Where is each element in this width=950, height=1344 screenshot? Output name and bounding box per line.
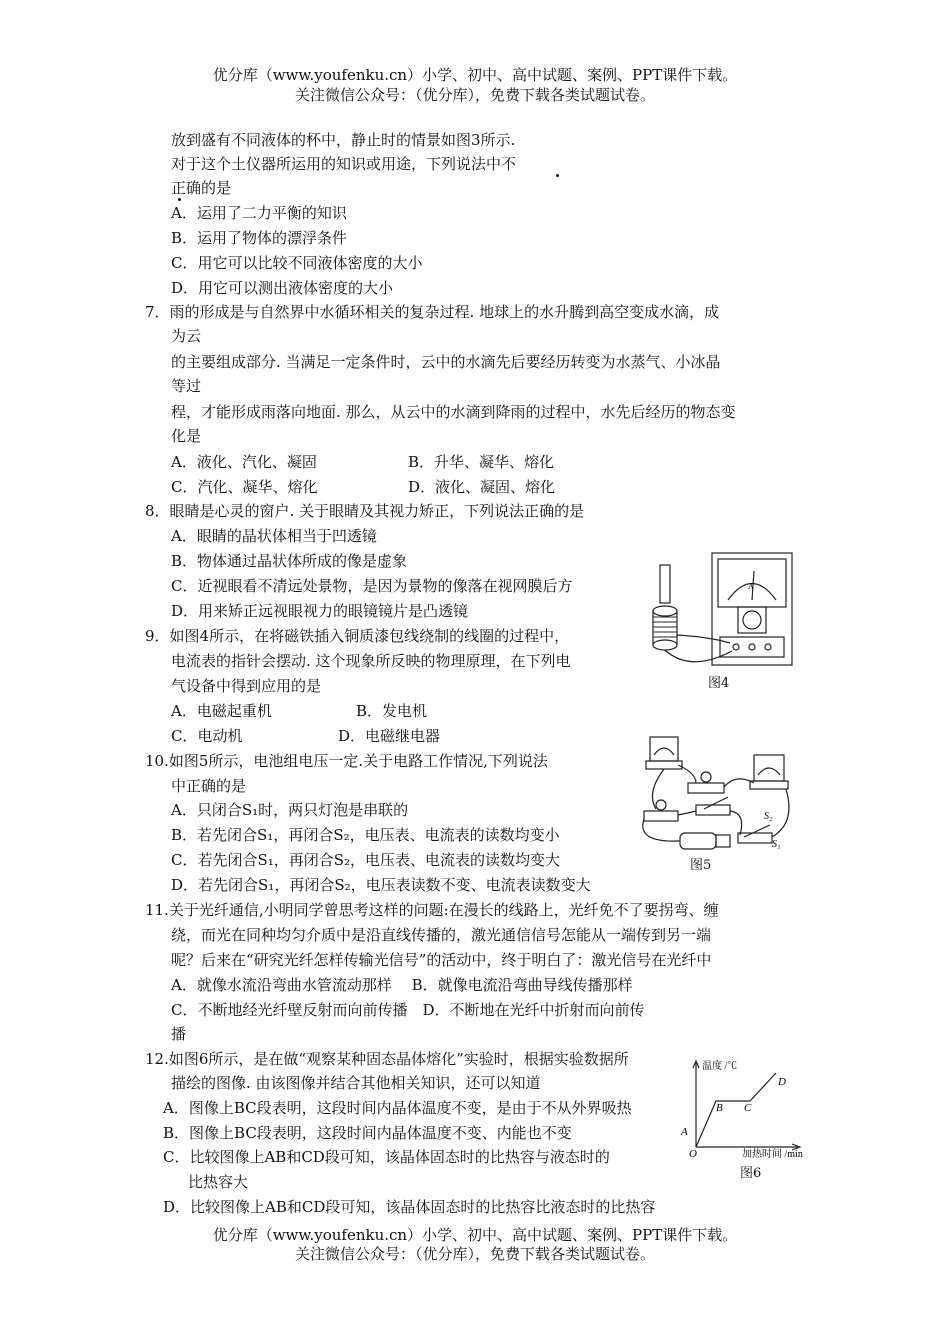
- figure-5-circuit: [636, 733, 796, 858]
- q12-option-c-cont: 比热容大: [188, 1173, 249, 1191]
- header-line-2: 关注微信公众号：（优分库），免费下载各类试题试卷。: [294, 86, 655, 104]
- point-b-label: B: [716, 1102, 723, 1114]
- point-c-label: C: [744, 1102, 752, 1114]
- q11-line-2: 绕，而光在同种均匀介质中是沿直线传播的，激光通信信号怎能从一端传到另一端: [171, 926, 712, 944]
- point-a-label: A: [681, 1126, 688, 1138]
- figure-6-graph: [680, 1055, 820, 1165]
- q8-line-1: 8．眼睛是心灵的窗户. 关于眼睛及其视力矫正，下列说法正确的是: [145, 502, 585, 520]
- q7-line-1: 7．雨的形成是与自然界中水循环相关的复杂过程. 地球上的水升腾到高空变成水滴，成: [145, 303, 720, 321]
- q9-line-3: 气设备中得到应用的是: [171, 677, 322, 695]
- q9-line-2: 电流表的指针会摆动. 这个现象所反映的物理原理，在下列电: [171, 652, 571, 670]
- footer-line-2: 关注微信公众号：（优分库），免费下载各类试题试卷。: [294, 1245, 655, 1263]
- q12-option-c: C．比较图像上AB和CD段可知，该晶体固态时的比热容与液态时的: [163, 1148, 610, 1166]
- q7-line-4: 等过: [171, 377, 202, 395]
- q7-option-d: D．液化、凝固、熔化: [408, 478, 556, 496]
- q12-option-d: D．比较图像上AB和CD段可知，该晶体固态时的比热容比液态时的比热容: [163, 1198, 656, 1216]
- q8-option-d: D．用来矫正远视眼视力的眼镜镜片是凸透镜: [171, 602, 469, 620]
- q11-line-1: 11.关于光纤通信,小明同学曾思考这样的问题:在漫长的线路上，光纤免不了要拐弯、缠: [145, 901, 719, 919]
- emphasis-dot: [556, 174, 559, 177]
- q8-option-b: B．物体通过晶状体所成的像是虚象: [171, 552, 408, 570]
- q12-line-1: 12.如图6所示，是在做“观察某种固态晶体熔化”实验时，根据实验数据所: [145, 1050, 629, 1068]
- emphasis-dot: [178, 198, 181, 201]
- q10-option-c: C．若先闭合S₁，再闭合S₂，电压表、电流表的读数均变大: [171, 851, 561, 869]
- q6-option-a: A．运用了二力平衡的知识: [171, 204, 347, 222]
- q11-options-cd: C．不断地经光纤壁反射而向前传播 D．不断地在光纤中折射而向前传: [171, 1001, 645, 1019]
- figure-4-galvanometer: [640, 545, 800, 675]
- q6-option-b: B．运用了物体的漂浮条件: [171, 229, 348, 247]
- q12-option-a: A．图像上BC段表明，这段时间内晶体温度不变，是由于不从外界吸热: [163, 1099, 632, 1117]
- q7-line-3: 的主要组成部分. 当满足一定条件时，云中的水滴先后要经历转变为水蒸气、小冰晶: [171, 353, 721, 371]
- q11-options-ab: A．就像水流沿弯曲水管流动那样 B．就像电流沿弯曲导线传播那样: [171, 976, 633, 994]
- meter-letter: A: [748, 582, 754, 591]
- q6-line-1: 放到盛有不同液体的杯中，静止时的情景如图3所示.: [171, 131, 516, 149]
- switch-s2-label: S₂: [764, 811, 773, 822]
- q12-option-b: B．图像上BC段表明，这段时间内晶体温度不变、内能也不变: [163, 1124, 572, 1142]
- q9-option-c: C．电动机: [171, 727, 243, 745]
- q11-options-cd-cont: 播: [171, 1025, 187, 1043]
- y-axis-label: 温度 /℃: [702, 1061, 738, 1072]
- q7-line-5: 程，才能形成雨落向地面. 那么，从云中的水滴到降雨的过程中，水先后经历的物态变: [171, 403, 736, 421]
- q7-option-a: A．液化、汽化、凝固: [171, 453, 317, 471]
- switch-s1-label: S₁: [772, 839, 781, 850]
- q10-option-a: A．只闭合S₁时，两只灯泡是串联的: [171, 801, 409, 819]
- q10-option-b: B．若先闭合S₁，再闭合S₂，电压表、电流表的读数均变小: [171, 826, 560, 844]
- q7-option-c: C．汽化、凝华、熔化: [171, 478, 318, 496]
- x-axis-label: 加热时间 /min: [742, 1149, 803, 1160]
- q9-option-a: A．电磁起重机: [171, 702, 272, 720]
- q11-line-3: 呢？后来在“研究光纤怎样传输光信号”的活动中，终于明白了：激光信号在光纤中: [171, 951, 712, 969]
- q12-line-2: 描绘的图像. 由该图像并结合其他相关知识，还可以知道: [171, 1074, 541, 1092]
- q6-option-d: D．用它可以测出液体密度的大小: [171, 279, 394, 297]
- q7-line-6: 化是: [171, 427, 202, 445]
- q8-option-c: C．近视眼看不清远处景物，是因为景物的像落在视网膜后方: [171, 577, 573, 595]
- figure-4-caption: 图4: [708, 676, 730, 691]
- header-line-1: 优分库（www.youfenku.cn）小学、初中、高中试题、案例、PPT课件下载。: [212, 66, 738, 84]
- q6-line-2: 对于这个土仪器所运用的知识或用途，下列说法中不: [171, 155, 517, 173]
- q6-option-c: C．用它可以比较不同液体密度的大小: [171, 254, 423, 272]
- point-o-label: O: [689, 1148, 697, 1160]
- point-d-label: D: [778, 1076, 786, 1088]
- q6-line-3: 正确的是: [171, 179, 232, 197]
- q8-option-a: A．眼睛的晶状体相当于凹透镜: [171, 527, 377, 545]
- q9-option-b: B．发电机: [356, 702, 428, 720]
- q10-line-2: 中正确的是: [171, 777, 247, 795]
- q10-option-d: D．若先闭合S₁，再闭合S₂，电压表读数不变、电流表读数变大: [171, 876, 591, 894]
- figure-5-caption: 图5: [690, 858, 712, 873]
- footer-line-1: 优分库（www.youfenku.cn）小学、初中、高中试题、案例、PPT课件下载。: [212, 1226, 738, 1244]
- figure-6-caption: 图6: [740, 1166, 762, 1181]
- q9-option-d: D．电磁继电器: [338, 727, 441, 745]
- q7-option-b: B．升华、凝华、熔化: [408, 453, 555, 471]
- q9-line-1: 9．如图4所示，在将磁铁插入铜质漆包线绕制的线圈的过程中，: [145, 627, 570, 645]
- q7-line-2: 为云: [171, 327, 202, 345]
- q10-line-1: 10.如图5所示，电池组电压一定.关于电路工作情况,下列说法: [145, 752, 548, 770]
